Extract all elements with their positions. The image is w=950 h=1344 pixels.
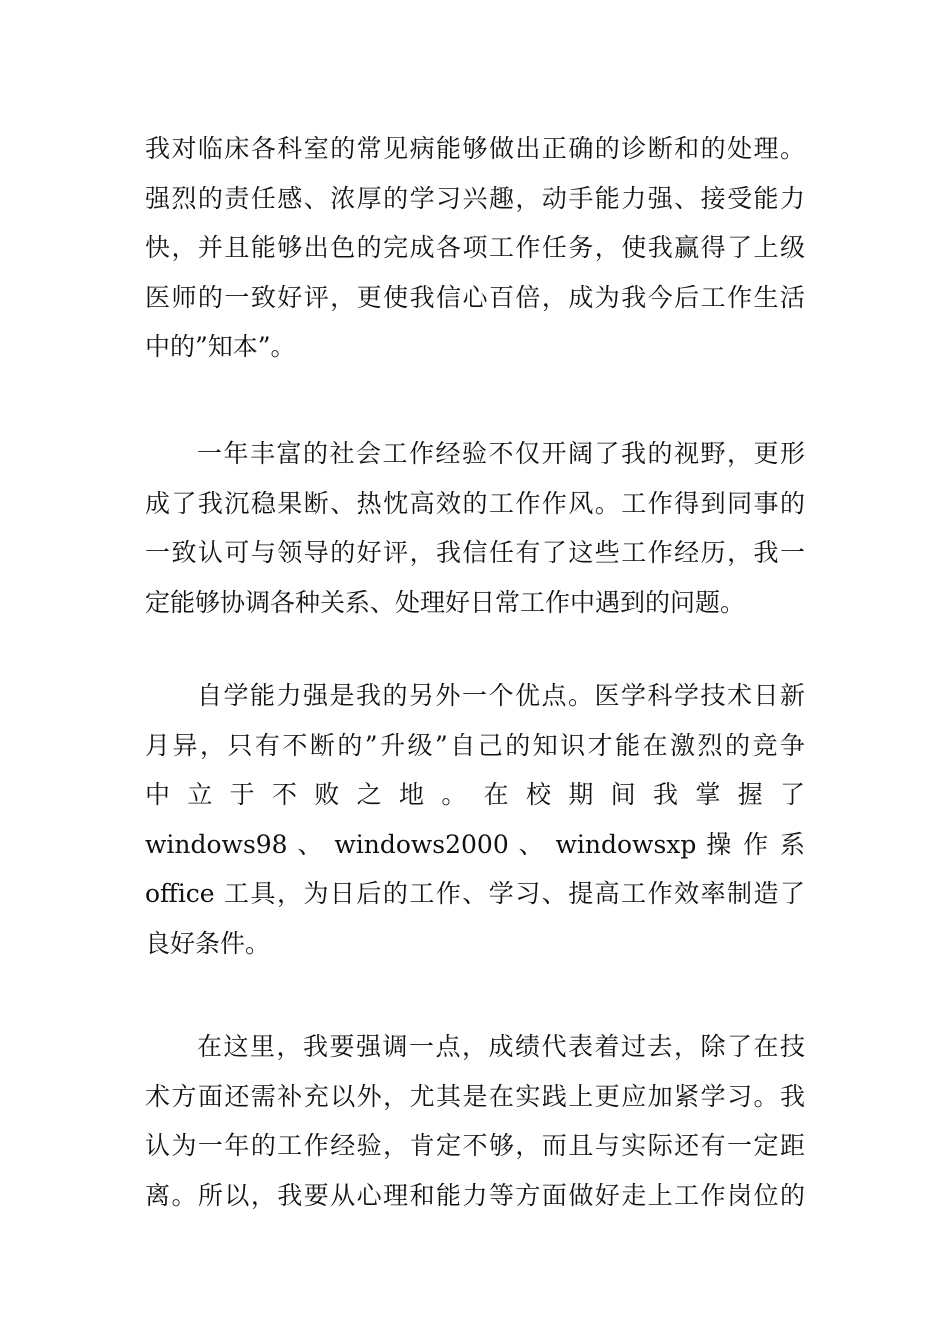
paragraph-work-experience [145, 429, 805, 627]
text-line: 良好条件。 [145, 928, 271, 958]
paragraph-clinical-skills [145, 124, 805, 372]
text-line: 我对临床各科室的常见病能够做出正确的诊断和的处理。 [145, 134, 805, 163]
text-line: office 工具，为日后的工作、学习、提高工作效率制造了 [145, 879, 805, 908]
text-line: 月异，只有不断的”升级”自己的知识才能在激烈的竞争 [145, 730, 805, 760]
text-line: 自学能力强是我的另外一个优点。医学科学技术日新 [197, 681, 805, 710]
text-line: 认为一年的工作经验，肯定不够，而且与实际还有一定距 [145, 1131, 805, 1160]
text-line: 术方面还需补充以外，尤其是在实践上更应加紧学习。我 [145, 1081, 805, 1111]
paragraph-improvement [145, 1022, 805, 1220]
text-line: windows98 、 windows2000 、 windowsxp 操 作 系 [145, 829, 805, 859]
text-line: 强烈的责任感、浓厚的学习兴趣，动手能力强、接受能力 [145, 183, 805, 213]
text-line: 中 立 于 不 败 之 地 。 在 校 期 间 我 掌 握 了 [145, 780, 805, 809]
text-line: 定能够协调各种关系、处理好日常工作中遇到的问题。 [145, 587, 746, 617]
text-line: 一致认可与领导的好评，我信任有了这些工作经历，我一 [145, 538, 805, 567]
text-line: 快，并且能够出色的完成各项工作任务，使我赢得了上级 [145, 233, 805, 262]
text-line: 成了我沉稳果断、热忱高效的工作作风。工作得到同事的 [145, 488, 805, 518]
text-line: 在这里，我要强调一点，成绩代表着过去，除了在技 [197, 1032, 805, 1061]
text-line: 离。所以，我要从心理和能力等方面做好走上工作岗位的 [145, 1180, 805, 1210]
text-line: 中的”知本”。 [145, 332, 296, 361]
paragraph-self-learning [145, 671, 805, 968]
text-line: 医师的一致好评，更使我信心百倍，成为我今后工作生活 [145, 282, 805, 312]
text-line: 一年丰富的社会工作经验不仅开阔了我的视野，更形 [197, 439, 805, 468]
